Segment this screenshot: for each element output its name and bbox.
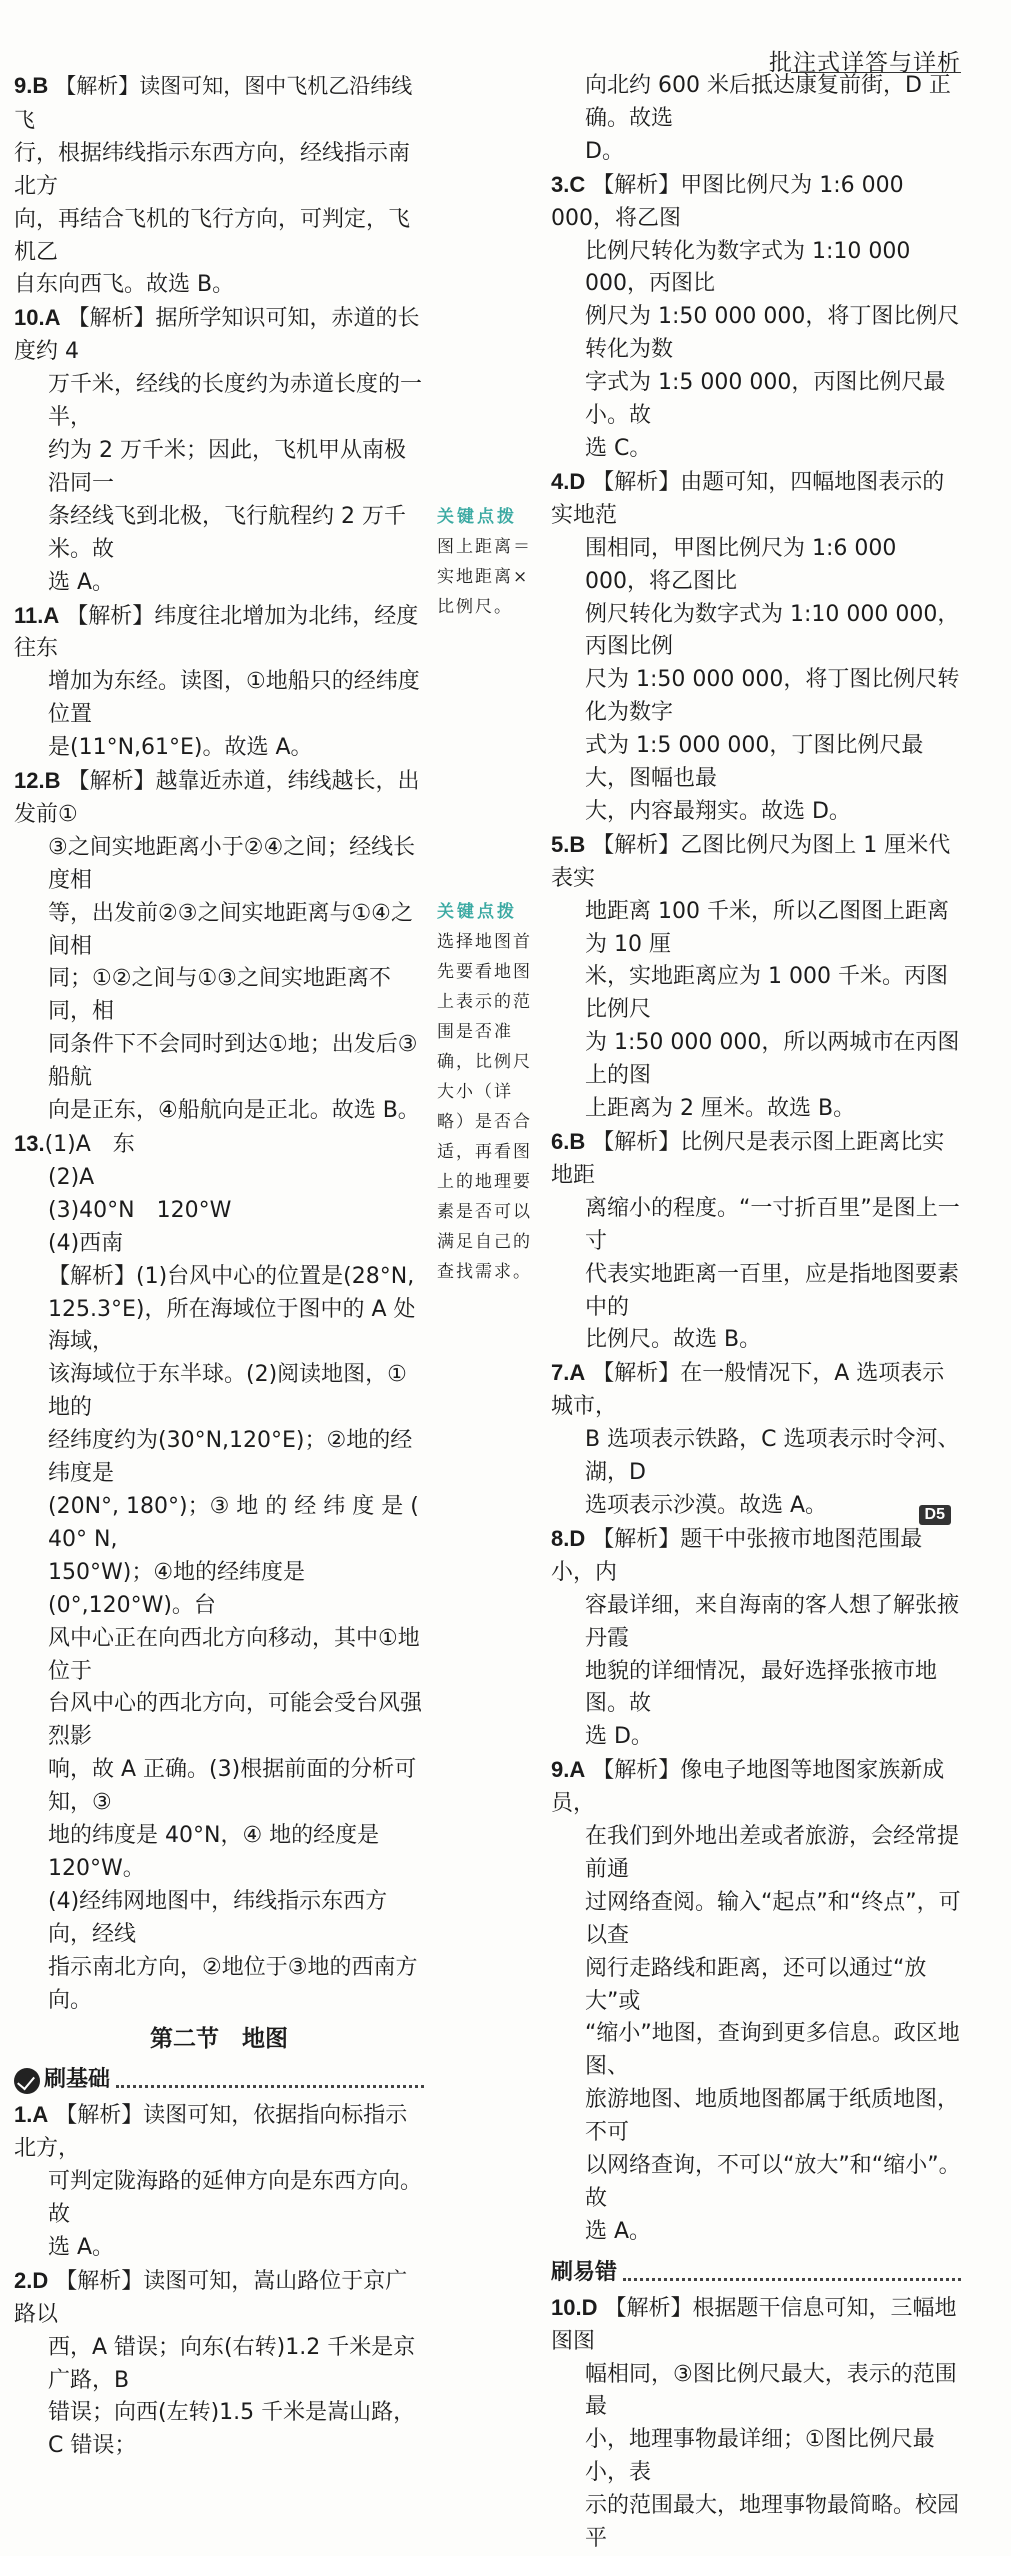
answer-b2: 2.D 【解析】读图可知，嵩山路位于京广路以 西，A 错误；向东(右转)1.2 千米是京广路，B 错误；向西(左转)1.5 千米是嵩山路，C 错误； — [14, 2267, 416, 2459]
answer-6: 6.B 【解析】比例尺是表示图上距离比实地距 离缩小的程度。“一寸折百里”是图上一寸 代表实地距离一百里，应是指地图要素中的 比例尺。故选 B。 — [551, 1129, 960, 1353]
answer-3: 3.C 【解析】甲图比例尺为 1:6 000 000，将乙图 比例尺转化为数字式为 1:10 000 000，丙图比 例尺为 1:50 000 000，将丁图比例尺转化为数 字式为 1:5 000 000，丙图比例尺最小。故 选 C。 — [551, 171, 960, 461]
answer-9: 9.B 【解析】读图可知，图中飞机乙沿纬线飞 行，根据纬线指示东西方向，经线指示南北方 向，再结合飞机的飞行方向，可判定，飞机乙 自东向西飞。故选 B。 — [14, 73, 413, 298]
section-title: 第二节 地图 — [150, 2026, 288, 2053]
answer-13: 13.(1)A 东 (2)A (3)40°N 120°W (4)西南 【解析】(1)台风中心的位置是(28°N, 125.3°E)，所在海域位于图中的 A 处海域， 该海域位于东半球。(2)阅读地图，①地的 经纬度约为(30°N,120°E)；②地的经纬度是 (20N°, 180°)；③ 地 的 经 纬 度 是 ( 40° N, 150°W)；④地的经纬度是(0°,120°W)。台 风中心正在向西北方向移动，其中①地位于 台风中心的西北方向，可能会受台风强烈影 响，故 A 正确。(3)根据前面的分析可知，③ 地的纬度是 40°N，④ 地的经度是 120°W。 (4)经纬网地图中，纬线指示东西方向，经线 指示南北方向，②地位于③地的西南方向。 — [14, 1131, 423, 2013]
answer-10: 10.A 【解析】据所学知识可知，赤道的长度约 4 万千米，经线的长度约为赤道长度的一半， 约为 2 万千米；因此，飞机甲从南极沿同一 条经线飞到北极，飞行航程约 2 万千米。故 选 A。 — [14, 305, 423, 595]
answer-4: 4.D 【解析】由题可知，四幅地图表示的实地范 围相同，甲图比例尺为 1:6 000 000，将乙图比 例尺转化为数字式为 1:10 000 000，丙图比例 尺为 1:50 000 000，将丁图比例尺转化为数字 式为 1:5 000 000，丁图比例尺最大，图幅也最 大，内容最翔实。故选 D。 — [551, 468, 960, 824]
dotted-rule — [116, 2073, 424, 2088]
page-number-badge: D5 — [919, 1505, 951, 1525]
answer-2-continued: 向北约 600 米后抵达康复前街，D 正确。故选 D。 — [585, 73, 951, 164]
answer-12: 12.B 【解析】越靠近赤道，纬线越长，出发前① ③之间实地距离小于②④之间；经线长度相 等，出发前②③之间实地距离与①④之间相 同；①②之间与①③之间实地距离不同，相 同条件下不会同时到达①地；出发后③船航 向是正东，④船航向是正北。故选 B。 — [14, 768, 420, 1124]
section-bar-basic: 刷基础 — [14, 2064, 424, 2097]
dotted-rule — [623, 2266, 961, 2281]
answer-7: 7.A 【解析】在一般情况下，A 选项表示城市， B 选项表示铁路，C 选项表示时令河、湖，D 选项表示沙漠。故选 A。 — [551, 1360, 960, 1518]
key-tip-note-1: 关键点拨 图上距离＝实地距离×比例尺。 — [437, 507, 532, 617]
right-column — [551, 70, 961, 2556]
left-column — [14, 70, 424, 2463]
answer-8: 8.D 【解析】题干中张掖市地图范围最小，内 容最详细，来自海南的客人想了解张掖丹霞 地貌的详细情况，最好选择张掖市地图。故 选 D。 — [551, 1525, 960, 1750]
section-bar-errors: 刷易错 — [551, 2257, 961, 2290]
answer-9-map: 9.A 【解析】像电子地图等地图家族新成员， 在我们到外地出差或者旅游，会经常提前通 过网络查阅。输入“起点”和“终点”，可以查 阅行走路线和距离，还可以通过“放大”或 “缩小”地图，查询到更多信息。政区地图、 旅游地图、地质地图都属于纸质地图，不可 以网络查询，不可以“放大”和“缩小”。故 选 A。 — [551, 1757, 961, 2244]
brush-icon — [14, 2068, 40, 2094]
answer-11: 11.A 【解析】纬度往北增加为北纬，经度往东 增加为东经。读图，①地船只的经纬度位置 是(11°N,61°E)。故选 A。 — [14, 602, 420, 761]
page-header: 批注式详答与详析 — [769, 50, 961, 76]
answer-5: 5.B 【解析】乙图比例尺为图上 1 厘米代表实 地距离 100 千米，所以乙图图上距离为 10 厘 米，实地距离应为 1 000 千米。丙图比例尺 为 1:50 000 000，所以两城市在丙图上的图 上距离为 2 厘米。故选 B。 — [551, 831, 960, 1122]
answer-b1: 1.A 【解析】读图可知，依据指向标指示北方， 可判定陇海路的延伸方向是东西方向。故 选 A。 — [14, 2102, 423, 2260]
key-tip-note-2: 关键点拨 选择地图首先要看地图上表示的范围是否准确，比例尺大小（详略）是否合适，再看图上的地理要素是否可以满足自己的查找需求。 — [437, 902, 532, 1282]
answer-10-map: 10.D 【解析】根据题干信息可知，三幅地图图 幅相同，③图比例尺最大，表示的范围最 小，地理事物最详细；①图比例尺最小，表 示的范围最大，地理事物最简略。校园平 — [551, 2294, 960, 2552]
